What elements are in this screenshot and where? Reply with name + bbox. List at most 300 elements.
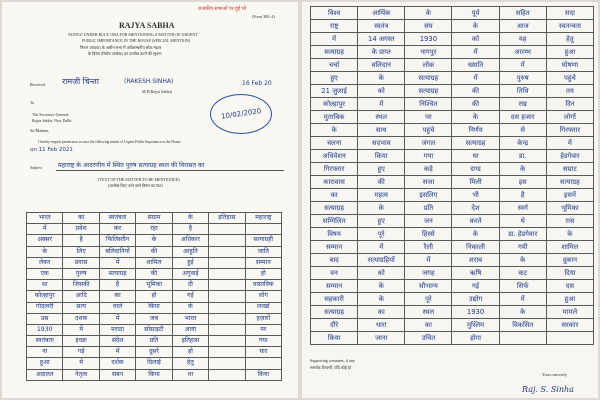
right-grid-cell: महत्व — [358, 189, 405, 202]
right-grid-cell: स्वतंत्र — [358, 20, 405, 33]
left-grid-row — [27, 291, 282, 302]
right-grid-cell: डा. हेडगेवार — [499, 228, 546, 241]
supporting-comment-label: Supporting comment, if any — [310, 358, 355, 363]
right-grid-cell: आरम्भ — [499, 46, 546, 59]
right-grid-cell: हुए — [358, 215, 405, 228]
right-grid-cell: के प्राप्त — [358, 46, 405, 59]
right-grid-row — [311, 20, 594, 33]
right-grid-cell: के — [452, 228, 499, 241]
left-grid-cell — [245, 224, 281, 235]
right-grid-row — [311, 215, 594, 228]
left-grid-cell: दशक — [63, 313, 99, 324]
left-grid-cell: के — [172, 213, 208, 224]
left-grid-cell: दी — [172, 280, 208, 291]
right-grid-cell: शामिल — [546, 241, 593, 254]
member-name-paren: (RAKESH SINHA) — [124, 78, 174, 85]
right-grid-cell: निकाली — [452, 241, 499, 254]
right-grid-cell: प्रति — [405, 202, 452, 215]
notice-page-right — [302, 2, 598, 398]
right-grid-cell: है — [499, 189, 546, 202]
right-grid-cell: सत्याग्रह — [311, 202, 358, 215]
left-grid-cell: हो — [172, 347, 208, 358]
left-grid-cell: महाराष्ट्र — [245, 213, 281, 224]
left-grid-cell: हुई — [172, 257, 208, 268]
right-grid-cell: सौभाग्य — [405, 280, 452, 293]
right-grid-cell: के — [311, 124, 358, 137]
right-grid-cell: था — [452, 150, 499, 163]
right-grid-cell: ऋषि — [452, 267, 499, 280]
left-grid-cell: में — [99, 347, 135, 358]
left-grid-cell: था — [27, 280, 63, 291]
notice-title-line-1: NOTICE UNDER RULE 180A FOR MENTIONING A MATTER OF URGENT — [68, 32, 198, 37]
left-grid-cell — [209, 257, 245, 268]
text-heading: (TEXT OF THE MATTER TO BE MENTIONED) — [98, 177, 180, 182]
right-grid-cell: रख — [499, 98, 546, 111]
left-grid-row — [27, 280, 282, 291]
right-grid-cell: धारा — [358, 319, 405, 332]
mp-label: M.P.(Rajya Sabha) — [142, 89, 173, 94]
hindi-rule-line-2: के विषय (विशेष उल्लेख) का उल्लेख करने की सूचना — [88, 51, 162, 56]
left-grid-cell: प्रवेश — [63, 224, 99, 235]
right-grid-cell: हुआ — [546, 46, 593, 59]
notice-title-line-2: PUBLIC IMPORTANCE IN THE HOUSE (SPECIAL MENTION) — [82, 38, 191, 43]
left-grid-row — [27, 336, 282, 347]
right-grid-cell: चलना — [311, 137, 358, 150]
left-grid-cell — [209, 358, 245, 369]
right-grid-cell: को — [452, 33, 499, 46]
left-grid-cell: की — [136, 246, 172, 257]
right-grid-cell: वन — [311, 267, 358, 280]
left-grid-cell: गोदावरी — [27, 302, 63, 313]
right-grid-row — [311, 98, 594, 111]
left-grid-cell: सबन — [99, 369, 135, 380]
subject-handwritten: महाराष्ट्र के आदरणीय में स्थित पुरुष सत्याग्रह स्थल की विरासत का — [58, 162, 205, 169]
right-grid-cell: इसलिए — [405, 189, 452, 202]
right-grid-cell: सिर्फ — [499, 280, 546, 293]
left-grid-cell: की — [136, 268, 172, 279]
left-grid-cell — [209, 235, 245, 246]
on-date-handwritten: on 11 Feb 2021 — [30, 147, 73, 153]
matter-text-grid-left — [26, 212, 282, 381]
left-grid-cell: सत्याग्रह — [99, 268, 135, 279]
left-grid-cell: कर — [99, 224, 135, 235]
left-grid-cell: में — [27, 224, 63, 235]
left-grid-cell: बलिदानियों — [99, 246, 135, 257]
left-grid-cell: के — [172, 302, 208, 313]
left-grid-row — [27, 224, 282, 235]
right-grid-row — [311, 124, 594, 137]
top-corner-hindi: राजकीय सभाओं पर हुई भी — [198, 7, 247, 12]
right-grid-cell: दुकान — [546, 254, 593, 267]
right-grid-cell: अधिवेशन — [311, 150, 358, 163]
right-grid-cell: संघ — [405, 20, 452, 33]
signature: Raj. S. Sinha — [522, 385, 574, 394]
right-grid-cell: सम्मिलित — [311, 215, 358, 228]
right-grid-cell: उचित — [405, 332, 452, 345]
left-grid-cell: फिलिस्तीन — [99, 235, 135, 246]
right-grid-cell: रैली — [405, 241, 452, 254]
right-grid-cell: मुताबिक — [311, 111, 358, 124]
right-grid-cell: उद्योग — [452, 293, 499, 306]
house-name: RAJYA SABHA — [119, 21, 175, 30]
right-grid-cell: कोल्हापुर — [311, 98, 358, 111]
right-grid-row — [311, 267, 594, 280]
right-grid-cell: सत्याग्रह — [546, 176, 593, 189]
left-grid-cell: लोग — [245, 291, 281, 302]
right-grid-cell: की — [452, 85, 499, 98]
right-grid-cell: डा. — [499, 150, 546, 163]
left-grid-cell: में — [63, 358, 99, 369]
right-grid-cell: पूर्व — [452, 7, 499, 20]
right-grid-row — [311, 332, 594, 345]
received-stamp — [210, 94, 272, 134]
right-grid-row — [311, 293, 594, 306]
right-grid-row — [311, 306, 594, 319]
right-grid-cell: के — [358, 202, 405, 215]
left-grid-cell: भारत — [172, 313, 208, 324]
right-grid-cell: 14 अगस्त — [358, 33, 405, 46]
right-grid-cell: की — [452, 98, 499, 111]
left-grid-cell — [209, 347, 245, 358]
left-grid-cell: जाति — [245, 246, 281, 257]
left-grid-cell: था — [172, 369, 208, 380]
right-grid-row — [311, 176, 594, 189]
left-grid-cell: उस — [27, 313, 63, 324]
right-grid-cell: सत्याग्रह — [311, 46, 358, 59]
right-grid-row — [311, 111, 594, 124]
right-grid-cell: सत्याग्रहियों — [358, 254, 405, 267]
left-grid-cell: के — [136, 235, 172, 246]
right-grid-row — [311, 189, 594, 202]
left-grid-cell: संदेश — [99, 336, 135, 347]
right-grid-cell: विषय — [311, 228, 358, 241]
right-grid-cell: दस — [546, 280, 593, 293]
secretary-line-1: The Secretary-General, — [32, 112, 70, 117]
left-grid-cell — [209, 302, 245, 313]
left-grid-row — [27, 358, 282, 369]
secretary-line-2: Rajya Sabha, New Delhi. — [32, 118, 73, 123]
left-grid-cell: रहा — [136, 224, 172, 235]
right-grid-cell: सत्याग्रह — [405, 85, 452, 98]
received-label: Received — [30, 82, 45, 87]
right-grid-cell: 1930 — [452, 306, 499, 319]
to-label: To — [30, 100, 35, 105]
left-grid-cell: एक — [27, 268, 63, 279]
right-grid-cell: दस हजार — [499, 111, 546, 124]
right-grid-cell: में — [499, 59, 546, 72]
left-grid-cell: का — [63, 213, 99, 224]
left-grid-cell: भारत — [27, 213, 63, 224]
right-grid-cell: से — [499, 124, 546, 137]
right-grid-cell: देश — [452, 202, 499, 215]
left-grid-cell: अक्सर — [27, 235, 63, 246]
left-grid-cell: इतिहास — [209, 213, 245, 224]
text-heading-hindi: (उल्लेख किए जाने वाले विषय का पाठ) — [108, 183, 163, 188]
left-grid-cell: पर — [245, 324, 281, 335]
left-grid-cell: स्वतंत्रता — [99, 213, 135, 224]
right-grid-cell: में — [546, 137, 593, 150]
right-grid-cell: सदा — [546, 7, 593, 20]
yours-sincerely: Yours sincerely — [542, 372, 567, 377]
right-grid-cell: हुए — [311, 72, 358, 85]
right-grid-cell: बलिदान — [358, 59, 405, 72]
right-grid-row — [311, 241, 594, 254]
left-grid-row — [27, 313, 282, 324]
left-grid-cell: पुरुष — [63, 268, 99, 279]
right-grid-cell: पूरे — [358, 228, 405, 241]
right-grid-cell: सदभाव — [358, 137, 405, 150]
left-grid-cell: हज़ारों — [245, 313, 281, 324]
right-grid-cell: रास — [546, 215, 593, 228]
left-grid-cell: का — [99, 291, 135, 302]
right-grid-cell: सम्राट — [546, 163, 593, 176]
left-grid-cell: किया — [136, 302, 172, 313]
right-grid-cell: विश्व — [311, 7, 358, 20]
left-grid-cell: लिए — [63, 246, 99, 257]
left-grid-cell: वाले — [99, 302, 135, 313]
right-grid-cell: गई — [452, 280, 499, 293]
left-grid-cell: शामिल — [136, 257, 172, 268]
right-grid-cell: गया — [405, 150, 452, 163]
right-grid-cell: मामले — [546, 306, 593, 319]
left-grid-cell: है — [63, 235, 99, 246]
right-grid-cell: में — [311, 33, 358, 46]
right-grid-cell — [546, 332, 593, 345]
right-grid-cell: के — [405, 7, 452, 20]
stamp-date: 10/02/2020 — [220, 107, 262, 121]
right-grid-cell: गयी — [499, 241, 546, 254]
right-grid-cell: नागपुर — [405, 46, 452, 59]
left-grid-cell — [209, 291, 245, 302]
left-grid-cell: है — [172, 224, 208, 235]
right-grid-cell: किया — [358, 150, 405, 163]
right-grid-cell: भूमिका — [546, 202, 593, 215]
right-grid-cell: के — [499, 163, 546, 176]
right-grid-cell: का — [358, 306, 405, 319]
right-grid-row — [311, 7, 594, 20]
left-grid-row — [27, 235, 282, 246]
left-grid-cell: सत्याग्रही — [245, 235, 281, 246]
right-grid-cell: के — [358, 72, 405, 85]
right-grid-cell: सरकार — [546, 319, 593, 332]
right-grid-cell: बाद — [311, 254, 358, 267]
right-grid-cell: का — [405, 319, 452, 332]
left-grid-cell — [245, 358, 281, 369]
right-grid-cell: कड़े — [405, 163, 452, 176]
right-grid-cell: मिली — [452, 176, 499, 189]
right-grid-cell: दण्ड — [452, 163, 499, 176]
right-grid-cell: सम्मान — [311, 241, 358, 254]
right-grid-cell: तय — [546, 85, 593, 98]
left-grid-row — [27, 324, 282, 335]
right-grid-cell: सम्मान — [311, 280, 358, 293]
right-grid-cell — [499, 332, 546, 345]
left-grid-cell: अधिकार — [172, 235, 208, 246]
right-grid-cell: कट — [499, 267, 546, 280]
right-grid-cell: पूरे — [405, 293, 452, 306]
left-grid-cell: लेकर — [27, 257, 63, 268]
subject-label: Subject — [30, 165, 42, 170]
right-grid-cell: 21 जुलाई — [311, 85, 358, 98]
notice-page-left — [2, 2, 298, 398]
right-grid-cell: आज — [499, 20, 546, 33]
right-grid-cell: सहित — [499, 7, 546, 20]
left-grid-cell: कोल्हापुर — [27, 291, 63, 302]
left-grid-cell — [209, 369, 245, 380]
right-grid-cell: दिया — [546, 267, 593, 280]
date-handwritten: 16 Feb 20 — [242, 80, 272, 87]
right-grid-cell: हुआ — [546, 293, 593, 306]
left-grid-cell: स्वतंत्रता — [27, 336, 63, 347]
left-grid-cell: ना — [27, 347, 63, 358]
left-grid-cell: जिसकी — [63, 280, 99, 291]
left-grid-cell — [209, 224, 245, 235]
right-grid-row — [311, 150, 594, 163]
right-grid-cell: लोक — [405, 59, 452, 72]
right-grid-cell: राष्ट्र — [311, 20, 358, 33]
right-grid-cell: सत्याग्रह — [452, 137, 499, 150]
left-grid-cell: आदि — [63, 291, 99, 302]
right-grid-cell: हेतु — [546, 33, 593, 46]
right-grid-cell: निर्णय — [452, 124, 499, 137]
right-grid-cell: जंगल — [405, 137, 452, 150]
right-grid-cell: होगा — [452, 332, 499, 345]
right-grid-row — [311, 33, 594, 46]
sir-line: Sir/Madam, — [30, 128, 49, 133]
right-grid-cell: स्थल — [358, 111, 405, 124]
right-grid-cell: शराब — [452, 254, 499, 267]
right-grid-cell: में — [405, 254, 452, 267]
left-grid-cell: हेतु — [172, 358, 208, 369]
right-grid-cell: की — [358, 176, 405, 189]
right-grid-row — [311, 280, 594, 293]
left-grid-cell: संग्राम — [136, 213, 172, 224]
right-grid-cell: घोषणा — [546, 59, 593, 72]
left-grid-cell: में — [99, 313, 135, 324]
right-grid-row — [311, 72, 594, 85]
right-grid-cell: 1930 — [405, 33, 452, 46]
left-grid-cell: दिलाई — [136, 358, 172, 369]
left-grid-row — [27, 369, 282, 380]
right-grid-row — [311, 163, 594, 176]
right-grid-cell: में — [358, 241, 405, 254]
subject-underline — [56, 170, 284, 171]
left-grid-cell: हो — [245, 268, 281, 279]
form-number: (Form 3BL-4) — [252, 14, 275, 19]
right-grid-cell: ख्याति — [452, 59, 499, 72]
right-grid-cell: दौरे — [311, 319, 358, 332]
right-grid-cell: का — [311, 189, 358, 202]
right-grid-cell: के — [358, 293, 405, 306]
right-grid-cell: आर्थिक — [358, 7, 405, 20]
right-grid-cell: गिरफ्तार — [311, 163, 358, 176]
hindi-rule-line-1: नियम 180(क) के अधीन सभा में अविलम्बनीय लोक महत्व — [80, 45, 162, 50]
left-grid-cell: वास्तविक — [245, 280, 281, 291]
left-grid-cell: किया — [245, 369, 281, 380]
right-grid-cell: कारावास — [311, 176, 358, 189]
right-grid-cell: स्वतन्त्रता — [546, 20, 593, 33]
right-grid-cell: पुरुष — [499, 72, 546, 85]
left-grid-cell: हुआ — [27, 358, 63, 369]
right-grid-cell: पहुंचे — [546, 72, 593, 85]
right-grid-cell: इस — [499, 176, 546, 189]
left-grid-cell: सोसाइटी — [136, 324, 172, 335]
right-grid-cell: मुस्लिम — [452, 319, 499, 332]
right-grid-cell: केन्द्र — [499, 137, 546, 150]
right-grid-cell: जाना — [358, 332, 405, 345]
right-grid-row — [311, 319, 594, 332]
left-grid-cell — [209, 280, 245, 291]
right-grid-cell: गिरफ्तार — [546, 124, 593, 137]
right-grid-cell: को — [358, 267, 405, 280]
right-grid-cell: भी — [452, 189, 499, 202]
left-grid-cell: गया — [245, 336, 281, 347]
right-grid-cell: तिथि — [499, 85, 546, 98]
supporting-comment-hindi: समर्थक टिप्पणी, यदि कोई हो — [310, 365, 351, 370]
left-grid-cell: गई — [63, 347, 99, 358]
left-grid-cell: सत्य — [63, 302, 99, 313]
right-grid-row — [311, 254, 594, 267]
left-grid-cell: में — [99, 257, 135, 268]
left-grid-row — [27, 302, 282, 313]
matter-text-grid-right — [310, 6, 594, 345]
right-grid-row — [311, 137, 594, 150]
left-grid-cell: मराठा — [99, 324, 135, 335]
member-name-handwritten: रामजी चिन्ता — [62, 77, 99, 86]
left-grid-cell: लाखों — [245, 302, 281, 313]
left-grid-row — [27, 268, 282, 279]
right-grid-cell: में — [452, 72, 499, 85]
right-grid-cell: में — [499, 293, 546, 306]
right-grid-cell: हेडगेवार — [546, 150, 593, 163]
left-grid-cell: के — [27, 246, 63, 257]
right-grid-cell: पर — [405, 111, 452, 124]
right-grid-row — [311, 202, 594, 215]
left-grid-cell: इतिहास — [172, 336, 208, 347]
left-grid-cell: अगुवाई — [172, 268, 208, 279]
left-grid-cell: हो — [136, 291, 172, 302]
left-grid-cell — [209, 336, 245, 347]
left-grid-cell: में — [63, 324, 99, 335]
left-grid-cell: इच्छा — [63, 336, 99, 347]
left-grid-row — [27, 246, 282, 257]
left-grid-cell: गई — [172, 291, 208, 302]
left-grid-cell: चार — [245, 347, 281, 358]
right-grid-row — [311, 59, 594, 72]
right-grid-cell: के — [358, 280, 405, 293]
left-grid-cell: आया — [172, 324, 208, 335]
right-grid-cell: सत्याग्रह — [311, 306, 358, 319]
right-grid-row — [311, 46, 594, 59]
right-grid-cell: हुए — [358, 163, 405, 176]
right-grid-row — [311, 228, 594, 241]
right-grid-cell: जन — [405, 215, 452, 228]
right-grid-cell: को — [358, 85, 405, 98]
right-grid-cell: विकसित — [499, 319, 546, 332]
left-grid-cell — [209, 268, 245, 279]
left-grid-cell: नेतृत्व — [63, 369, 99, 380]
right-grid-cell: के — [546, 228, 593, 241]
left-grid-cell: है — [99, 280, 135, 291]
right-grid-cell: सत्याग्रह — [405, 72, 452, 85]
right-grid-cell: लोगों — [546, 111, 593, 124]
right-grid-cell: के — [499, 254, 546, 267]
right-grid-cell: में — [358, 98, 405, 111]
right-grid-cell: के — [452, 111, 499, 124]
left-grid-row — [27, 257, 282, 268]
right-grid-cell: निश्चित — [405, 98, 452, 111]
left-grid-cell: दर्शक — [99, 358, 135, 369]
